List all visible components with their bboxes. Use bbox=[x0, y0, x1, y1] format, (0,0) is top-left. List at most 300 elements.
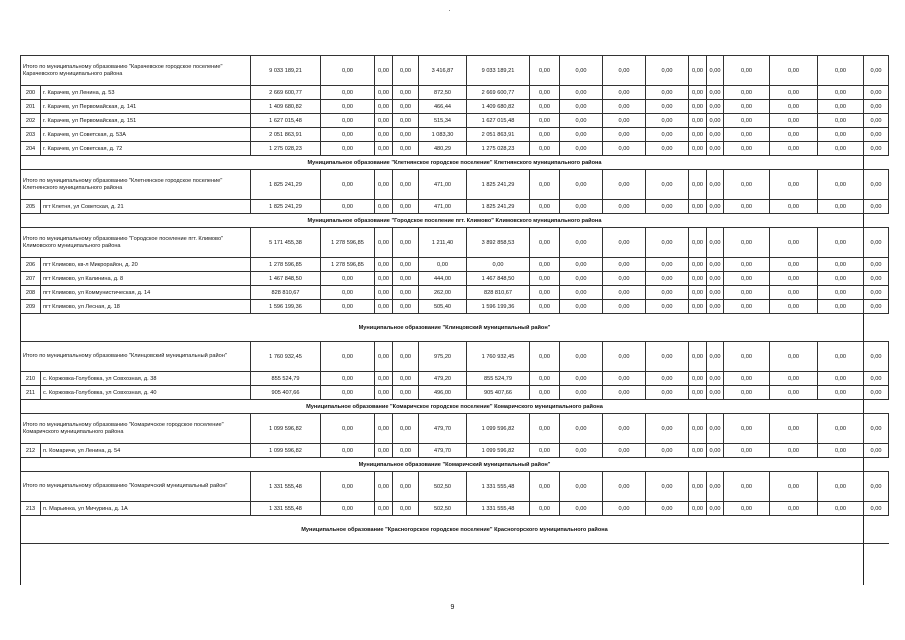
value-cell: 1 596 199,36 bbox=[467, 300, 530, 314]
value-cell: 0,00 bbox=[321, 114, 375, 128]
value-cell: 0,00 bbox=[603, 170, 646, 200]
value-cell: 2 051 863,91 bbox=[251, 128, 321, 142]
value-cell: 0,00 bbox=[321, 300, 375, 314]
address-cell: г. Карачев, ул Первомайская, д. 141 bbox=[41, 100, 251, 114]
value-cell: 0,00 bbox=[864, 142, 889, 156]
row-number: 213 bbox=[21, 502, 41, 516]
value-cell: 0,00 bbox=[770, 228, 818, 258]
value-cell: 0,00 bbox=[530, 86, 560, 100]
register-body bbox=[21, 56, 889, 544]
value-cell: 0,00 bbox=[530, 414, 560, 444]
value-cell: 0,00 bbox=[467, 258, 530, 272]
value-cell: 1 760 932,45 bbox=[251, 342, 321, 372]
value-cell: 0,00 bbox=[770, 372, 818, 386]
value-cell: 471,00 bbox=[419, 200, 467, 214]
value-cell: 502,50 bbox=[419, 472, 467, 502]
value-cell: 466,44 bbox=[419, 100, 467, 114]
value-cell: 0,00 bbox=[770, 386, 818, 400]
value-cell: 502,50 bbox=[419, 502, 467, 516]
value-cell: 0,00 bbox=[375, 444, 393, 458]
value-cell: 0,00 bbox=[864, 114, 889, 128]
value-cell: 1 409 680,82 bbox=[467, 100, 530, 114]
value-cell: 855 524,79 bbox=[251, 372, 321, 386]
value-cell: 0,00 bbox=[818, 472, 864, 502]
value-cell: 1 278 596,85 bbox=[321, 228, 375, 258]
value-cell: 0,00 bbox=[818, 114, 864, 128]
value-cell: 1 825 241,29 bbox=[467, 200, 530, 214]
value-cell: 9 033 189,21 bbox=[467, 56, 530, 86]
value-cell: 0,00 bbox=[724, 142, 770, 156]
value-cell: 0,00 bbox=[375, 414, 393, 444]
row-number: 203 bbox=[21, 128, 41, 142]
value-cell: 0,00 bbox=[393, 414, 419, 444]
value-cell: 0,00 bbox=[530, 128, 560, 142]
value-cell: 0,00 bbox=[393, 386, 419, 400]
value-cell: 0,00 bbox=[864, 56, 889, 86]
table-row bbox=[21, 272, 889, 286]
value-cell: 0,00 bbox=[321, 128, 375, 142]
value-cell: 0,00 bbox=[864, 200, 889, 214]
value-cell: 0,00 bbox=[864, 128, 889, 142]
value-cell: 828 810,67 bbox=[251, 286, 321, 300]
value-cell: 0,00 bbox=[864, 228, 889, 258]
value-cell: 1 099 596,82 bbox=[467, 414, 530, 444]
value-cell: 0,00 bbox=[646, 114, 689, 128]
value-cell: 496,00 bbox=[419, 386, 467, 400]
value-cell: 0,00 bbox=[724, 372, 770, 386]
value-cell: 0,00 bbox=[689, 342, 707, 372]
value-cell: 0,00 bbox=[530, 142, 560, 156]
value-cell: 0,00 bbox=[646, 414, 689, 444]
value-cell: 1 083,30 bbox=[419, 128, 467, 142]
value-cell: 0,00 bbox=[707, 170, 724, 200]
value-cell: 0,00 bbox=[770, 300, 818, 314]
table-row bbox=[21, 86, 889, 100]
value-cell: 0,00 bbox=[603, 128, 646, 142]
value-cell: 0,00 bbox=[321, 444, 375, 458]
value-cell: 0,00 bbox=[560, 386, 603, 400]
address-cell: г. Карачев, ул Советская, д. 53А bbox=[41, 128, 251, 142]
value-cell: 0,00 bbox=[770, 502, 818, 516]
section-header-row bbox=[21, 156, 889, 170]
row-number: 206 bbox=[21, 258, 41, 272]
value-cell: 1 627 015,48 bbox=[467, 114, 530, 128]
value-cell: 0,00 bbox=[818, 128, 864, 142]
address-cell: г. Карачев, ул Советская, д. 72 bbox=[41, 142, 251, 156]
value-cell: 0,00 bbox=[707, 114, 724, 128]
value-cell: 0,00 bbox=[818, 100, 864, 114]
value-cell: 1 099 596,82 bbox=[251, 444, 321, 458]
value-cell: 0,00 bbox=[646, 286, 689, 300]
value-cell: 0,00 bbox=[818, 386, 864, 400]
value-cell: 0,00 bbox=[707, 444, 724, 458]
value-cell: 1 099 596,82 bbox=[467, 444, 530, 458]
value-cell: 0,00 bbox=[603, 502, 646, 516]
value-cell: 0,00 bbox=[393, 228, 419, 258]
value-cell: 0,00 bbox=[321, 272, 375, 286]
value-cell: 0,00 bbox=[689, 142, 707, 156]
value-cell: 0,00 bbox=[707, 100, 724, 114]
value-cell: 0,00 bbox=[393, 444, 419, 458]
value-cell: 0,00 bbox=[818, 444, 864, 458]
value-cell: 0,00 bbox=[560, 228, 603, 258]
value-cell: 0,00 bbox=[375, 170, 393, 200]
value-cell: 0,00 bbox=[321, 56, 375, 86]
value-cell: 0,00 bbox=[707, 128, 724, 142]
value-cell: 0,00 bbox=[707, 200, 724, 214]
value-cell: 0,00 bbox=[321, 100, 375, 114]
value-cell: 0,00 bbox=[560, 200, 603, 214]
value-cell: 3 892 858,53 bbox=[467, 228, 530, 258]
value-cell: 0,00 bbox=[375, 142, 393, 156]
subtotal-row bbox=[21, 414, 889, 444]
value-cell: 0,00 bbox=[375, 86, 393, 100]
value-cell: 0,00 bbox=[818, 502, 864, 516]
address-cell: пгт Климово, ул Калинина, д. 8 bbox=[41, 272, 251, 286]
value-cell: 0,00 bbox=[689, 300, 707, 314]
value-cell: 0,00 bbox=[393, 286, 419, 300]
value-cell: 0,00 bbox=[864, 170, 889, 200]
value-cell: 0,00 bbox=[603, 372, 646, 386]
value-cell: 0,00 bbox=[321, 342, 375, 372]
value-cell: 0,00 bbox=[707, 86, 724, 100]
value-cell: 262,00 bbox=[419, 286, 467, 300]
value-cell: 0,00 bbox=[770, 272, 818, 286]
value-cell: 0,00 bbox=[393, 128, 419, 142]
value-cell: 1 627 015,48 bbox=[251, 114, 321, 128]
value-cell: 0,00 bbox=[707, 142, 724, 156]
value-cell: 0,00 bbox=[818, 300, 864, 314]
value-cell: 0,00 bbox=[818, 258, 864, 272]
value-cell: 0,00 bbox=[603, 386, 646, 400]
value-cell: 479,20 bbox=[419, 372, 467, 386]
value-cell: 0,00 bbox=[724, 86, 770, 100]
value-cell: 0,00 bbox=[646, 258, 689, 272]
value-cell: 0,00 bbox=[603, 56, 646, 86]
row-number: 204 bbox=[21, 142, 41, 156]
address-cell: п. Комаричи, ул Ленина, д. 54 bbox=[41, 444, 251, 458]
value-cell: 0,00 bbox=[603, 300, 646, 314]
value-cell: 0,00 bbox=[603, 86, 646, 100]
subtotal-label: Итого по муниципальному образованию "Комаричское городское поселение" Комаричского муниципального района bbox=[21, 414, 251, 444]
value-cell: 0,00 bbox=[689, 228, 707, 258]
value-cell: 0,00 bbox=[603, 200, 646, 214]
subtotal-row bbox=[21, 472, 889, 502]
value-cell: 0,00 bbox=[724, 386, 770, 400]
value-cell: 0,00 bbox=[560, 414, 603, 444]
row-number: 205 bbox=[21, 200, 41, 214]
row-number: 211 bbox=[21, 386, 41, 400]
value-cell: 1 331 555,48 bbox=[467, 472, 530, 502]
section-header-row bbox=[21, 400, 889, 414]
value-cell: 0,00 bbox=[864, 386, 889, 400]
value-cell: 0,00 bbox=[770, 414, 818, 444]
value-cell: 0,00 bbox=[689, 386, 707, 400]
value-cell: 0,00 bbox=[724, 272, 770, 286]
value-cell: 0,00 bbox=[393, 300, 419, 314]
value-cell: 515,34 bbox=[419, 114, 467, 128]
value-cell: 0,00 bbox=[818, 342, 864, 372]
value-cell: 0,00 bbox=[375, 228, 393, 258]
value-cell: 0,00 bbox=[560, 100, 603, 114]
table-row bbox=[21, 258, 889, 272]
subtotal-label: Итого по муниципальному образованию "Клинцовский муниципальный район" bbox=[21, 342, 251, 372]
address-cell: с. Коржовка-Голубовка, ул Совхозная, д. 40 bbox=[41, 386, 251, 400]
value-cell: 0,00 bbox=[530, 228, 560, 258]
table-row bbox=[21, 300, 889, 314]
value-cell: 0,00 bbox=[393, 272, 419, 286]
value-cell: 0,00 bbox=[646, 200, 689, 214]
value-cell: 0,00 bbox=[530, 286, 560, 300]
row-number: 207 bbox=[21, 272, 41, 286]
subtotal-label: Итого по муниципальному образованию "Клетнянское городское поселение" Клетнянского муниципального района bbox=[21, 170, 251, 200]
value-cell: 1 825 241,29 bbox=[251, 200, 321, 214]
value-cell: 0,00 bbox=[393, 114, 419, 128]
value-cell: 0,00 bbox=[646, 86, 689, 100]
value-cell: 0,00 bbox=[724, 258, 770, 272]
value-cell: 0,00 bbox=[707, 386, 724, 400]
value-cell: 1 825 241,29 bbox=[467, 170, 530, 200]
value-cell: 0,00 bbox=[393, 342, 419, 372]
value-cell: 0,00 bbox=[375, 472, 393, 502]
value-cell: 0,00 bbox=[393, 100, 419, 114]
value-cell: 0,00 bbox=[560, 472, 603, 502]
value-cell: 0,00 bbox=[864, 100, 889, 114]
value-cell: 0,00 bbox=[603, 258, 646, 272]
value-cell: 0,00 bbox=[770, 128, 818, 142]
value-cell: 828 810,67 bbox=[467, 286, 530, 300]
value-cell: 0,00 bbox=[689, 414, 707, 444]
section-title: Муниципальное образование "Комаричский муниципальный район" bbox=[21, 458, 889, 472]
value-cell: 0,00 bbox=[393, 170, 419, 200]
value-cell: 0,00 bbox=[375, 272, 393, 286]
value-cell: 1 211,40 bbox=[419, 228, 467, 258]
value-cell: 0,00 bbox=[707, 472, 724, 502]
value-cell: 0,00 bbox=[321, 86, 375, 100]
address-cell: г. Карачев, ул Первомайская, д. 151 bbox=[41, 114, 251, 128]
value-cell: 0,00 bbox=[375, 100, 393, 114]
value-cell: 0,00 bbox=[560, 258, 603, 272]
value-cell: 0,00 bbox=[321, 200, 375, 214]
value-cell: 1 331 555,48 bbox=[251, 472, 321, 502]
value-cell: 0,00 bbox=[724, 56, 770, 86]
value-cell: 2 669 600,77 bbox=[467, 86, 530, 100]
value-cell: 0,00 bbox=[689, 114, 707, 128]
value-cell: 2 669 600,77 bbox=[251, 86, 321, 100]
value-cell: 0,00 bbox=[724, 170, 770, 200]
value-cell: 0,00 bbox=[770, 342, 818, 372]
value-cell: 0,00 bbox=[560, 128, 603, 142]
value-cell: 0,00 bbox=[321, 502, 375, 516]
value-cell: 0,00 bbox=[707, 272, 724, 286]
value-cell: 0,00 bbox=[646, 502, 689, 516]
address-cell: п. Марьинка, ул Мичурина, д. 1А bbox=[41, 502, 251, 516]
value-cell: 0,00 bbox=[818, 142, 864, 156]
value-cell: 505,40 bbox=[419, 300, 467, 314]
value-cell: 0,00 bbox=[646, 228, 689, 258]
subtotal-label: Итого по муниципальному образованию "Комаричский муниципальный район" bbox=[21, 472, 251, 502]
value-cell: 2 051 863,91 bbox=[467, 128, 530, 142]
value-cell: 0,00 bbox=[321, 386, 375, 400]
value-cell: 0,00 bbox=[724, 286, 770, 300]
value-cell: 0,00 bbox=[530, 472, 560, 502]
section-title: Муниципальное образование "Городское поселение пгт. Климово" Климовского муниципального района bbox=[21, 214, 889, 228]
value-cell: 0,00 bbox=[818, 414, 864, 444]
value-cell: 0,00 bbox=[770, 170, 818, 200]
value-cell: 855 524,79 bbox=[467, 372, 530, 386]
table-row bbox=[21, 100, 889, 114]
value-cell: 0,00 bbox=[530, 100, 560, 114]
value-cell: 0,00 bbox=[818, 286, 864, 300]
value-cell: 1 825 241,29 bbox=[251, 170, 321, 200]
value-cell: 0,00 bbox=[864, 300, 889, 314]
value-cell: 0,00 bbox=[321, 286, 375, 300]
value-cell: 0,00 bbox=[393, 200, 419, 214]
row-number: 212 bbox=[21, 444, 41, 458]
value-cell: 0,00 bbox=[646, 472, 689, 502]
value-cell: 9 033 189,21 bbox=[251, 56, 321, 86]
table-row bbox=[21, 286, 889, 300]
value-cell: 0,00 bbox=[603, 414, 646, 444]
value-cell: 0,00 bbox=[770, 86, 818, 100]
table-row bbox=[21, 114, 889, 128]
subtotal-row bbox=[21, 170, 889, 200]
value-cell: 0,00 bbox=[530, 342, 560, 372]
value-cell: 0,00 bbox=[560, 86, 603, 100]
value-cell: 0,00 bbox=[560, 342, 603, 372]
value-cell: 0,00 bbox=[864, 472, 889, 502]
value-cell: 0,00 bbox=[321, 414, 375, 444]
value-cell: 0,00 bbox=[770, 56, 818, 86]
value-cell: 0,00 bbox=[770, 200, 818, 214]
value-cell: 0,00 bbox=[646, 100, 689, 114]
section-header-row bbox=[21, 214, 889, 228]
value-cell: 0,00 bbox=[375, 56, 393, 86]
value-cell: 0,00 bbox=[818, 372, 864, 386]
value-cell: 0,00 bbox=[724, 100, 770, 114]
value-cell: 0,00 bbox=[560, 142, 603, 156]
value-cell: 0,00 bbox=[603, 286, 646, 300]
value-cell: 0,00 bbox=[393, 142, 419, 156]
subtotal-row bbox=[21, 342, 889, 372]
section-title: Муниципальное образование "Клинцовский муниципальный район" bbox=[21, 314, 889, 342]
value-cell: 0,00 bbox=[603, 100, 646, 114]
value-cell: 1 331 555,48 bbox=[251, 502, 321, 516]
value-cell: 0,00 bbox=[707, 372, 724, 386]
subtotal-row bbox=[21, 228, 889, 258]
value-cell: 0,00 bbox=[646, 142, 689, 156]
value-cell: 0,00 bbox=[530, 444, 560, 458]
page-number: 9 bbox=[450, 604, 455, 611]
value-cell: 0,00 bbox=[689, 286, 707, 300]
value-cell: 0,00 bbox=[375, 386, 393, 400]
value-cell: 0,00 bbox=[724, 228, 770, 258]
value-cell: 0,00 bbox=[689, 444, 707, 458]
value-cell: 1 278 596,85 bbox=[251, 258, 321, 272]
value-cell: 0,00 bbox=[560, 286, 603, 300]
value-cell: 0,00 bbox=[707, 300, 724, 314]
value-cell: 0,00 bbox=[603, 142, 646, 156]
value-cell: 0,00 bbox=[646, 128, 689, 142]
value-cell: 0,00 bbox=[689, 170, 707, 200]
value-cell: 0,00 bbox=[864, 258, 889, 272]
value-cell: 0,00 bbox=[689, 372, 707, 386]
value-cell: 0,00 bbox=[321, 142, 375, 156]
value-cell: 3 416,87 bbox=[419, 56, 467, 86]
value-cell: 872,50 bbox=[419, 86, 467, 100]
value-cell: 0,00 bbox=[393, 86, 419, 100]
value-cell: 0,00 bbox=[560, 502, 603, 516]
value-cell: 0,00 bbox=[530, 170, 560, 200]
value-cell: 471,00 bbox=[419, 170, 467, 200]
value-cell: 0,00 bbox=[724, 472, 770, 502]
value-cell: 0,00 bbox=[770, 444, 818, 458]
row-number: 209 bbox=[21, 300, 41, 314]
value-cell: 0,00 bbox=[707, 228, 724, 258]
value-cell: 0,00 bbox=[393, 372, 419, 386]
value-cell: 0,00 bbox=[864, 86, 889, 100]
value-cell: 0,00 bbox=[646, 386, 689, 400]
value-cell: 0,00 bbox=[321, 170, 375, 200]
value-cell: 1 467 848,50 bbox=[467, 272, 530, 286]
value-cell: 0,00 bbox=[707, 502, 724, 516]
value-cell: 0,00 bbox=[689, 472, 707, 502]
value-cell: 0,00 bbox=[724, 200, 770, 214]
value-cell: 0,00 bbox=[530, 300, 560, 314]
row-number: 200 bbox=[21, 86, 41, 100]
value-cell: 0,00 bbox=[864, 372, 889, 386]
value-cell: 0,00 bbox=[818, 86, 864, 100]
row-number: 202 bbox=[21, 114, 41, 128]
value-cell: 0,00 bbox=[770, 472, 818, 502]
value-cell: 0,00 bbox=[689, 258, 707, 272]
value-cell: 0,00 bbox=[530, 258, 560, 272]
value-cell: 0,00 bbox=[724, 342, 770, 372]
value-cell: 0,00 bbox=[724, 414, 770, 444]
value-cell: 0,00 bbox=[707, 56, 724, 86]
section-header-row bbox=[21, 458, 889, 472]
table-row bbox=[21, 372, 889, 386]
value-cell: 975,20 bbox=[419, 342, 467, 372]
value-cell: 0,00 bbox=[393, 502, 419, 516]
section-title: Муниципальное образование "Клетнянское городское поселение" Клетнянского муниципального района bbox=[21, 156, 889, 170]
value-cell: 0,00 bbox=[530, 372, 560, 386]
value-cell: 0,00 bbox=[724, 444, 770, 458]
section-header-row bbox=[21, 314, 889, 342]
address-cell: пгт Климово, ул Коммунистическая, д. 14 bbox=[41, 286, 251, 300]
value-cell: 0,00 bbox=[560, 272, 603, 286]
value-cell: 0,00 bbox=[770, 258, 818, 272]
value-cell: 480,29 bbox=[419, 142, 467, 156]
value-cell: 0,00 bbox=[375, 114, 393, 128]
value-cell: 0,00 bbox=[689, 272, 707, 286]
value-cell: 479,70 bbox=[419, 444, 467, 458]
value-cell: 1 099 596,82 bbox=[251, 414, 321, 444]
value-cell: 0,00 bbox=[818, 56, 864, 86]
value-cell: 0,00 bbox=[724, 128, 770, 142]
value-cell: 0,00 bbox=[770, 114, 818, 128]
register-table bbox=[20, 55, 889, 544]
value-cell: 0,00 bbox=[375, 372, 393, 386]
section-title: Муниципальное образование "Комаричское городское поселение" Комаричского муниципального района bbox=[21, 400, 889, 414]
value-cell: 5 171 455,38 bbox=[251, 228, 321, 258]
address-cell: пгт Климово, кв-л Микрорайон, д. 20 bbox=[41, 258, 251, 272]
value-cell: 0,00 bbox=[375, 258, 393, 272]
value-cell: 1 275 028,23 bbox=[467, 142, 530, 156]
value-cell: 0,00 bbox=[603, 444, 646, 458]
value-cell: 0,00 bbox=[689, 86, 707, 100]
value-cell: 0,00 bbox=[864, 272, 889, 286]
